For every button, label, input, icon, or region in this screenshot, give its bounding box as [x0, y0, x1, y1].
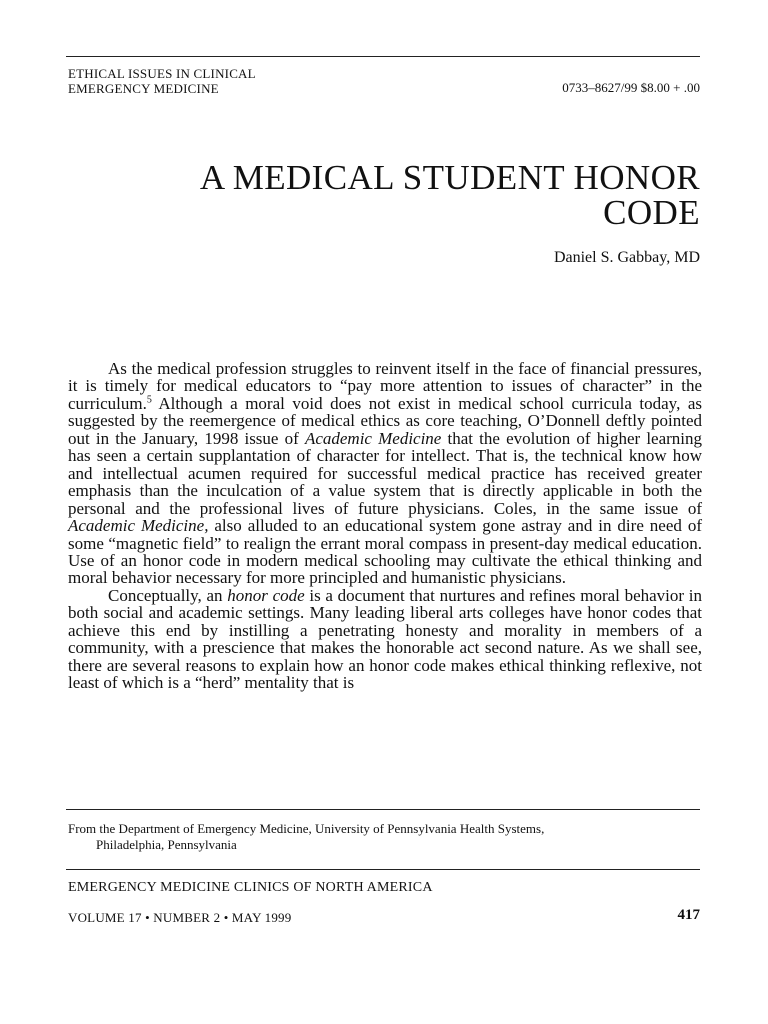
running-header	[68, 66, 256, 96]
paragraph-1	[68, 360, 702, 587]
journal-name-italic-1: Academic Medicine	[304, 428, 442, 448]
journal-name-italic-2: Academic Medicine,	[68, 516, 209, 536]
footnote-rule	[66, 809, 700, 810]
honor-code-italic: honor code	[227, 585, 305, 605]
p2-text-b: is a document that nurtures and refines moral behavior in both social and academic settings. Many leading liberal arts colleges have honor codes that achieve this end by instilling a penetrating honesty and morality in members of a community, with a prescience that makes the honorable act second nature. As we shall see, there are several reasons to explain how an honor code makes ethical thinking reflexive, not least of which is a “herd” mentality that is	[68, 585, 702, 693]
footer-rule	[66, 869, 700, 870]
p2-text-a: Conceptually, an	[108, 585, 228, 605]
p1-text-b: Although a moral void does not exist in medical school curricula today, as suggested by the reemergence of medical ethics as core teaching, O’Donnell deftly pointed out in the January, 1998 issue of	[68, 393, 702, 448]
p1-text-a: As the medical profession struggles to reinvent itself in the face of financial pressures, it is timely for medical educators to “pay more attention to issues of character” in the curriculum.	[68, 359, 702, 413]
p1-text-c: that the evolution of higher learning has seen a certain supplantation of character for intellect. That is, the technical know how and intellectual acumen required for successful medical practice has received greater emphasis than the inculcation of a value system that is directly applicable in both the personal and the professional lives of future physicians. Coles, in the same issue of	[68, 428, 703, 518]
volume-info: VOLUME 17 • NUMBER 2 • MAY 1999	[68, 910, 292, 925]
paragraph-2	[68, 587, 702, 692]
article-body	[68, 360, 702, 692]
affiliation-footnote	[68, 821, 708, 853]
title-line2: CODE	[603, 193, 700, 232]
title-line1: A MEDICAL STUDENT HONOR	[199, 158, 700, 197]
top-rule	[66, 56, 700, 57]
footnote-line2: Philadelphia, Pennsylvania	[96, 837, 237, 852]
p1-text-d: also alluded to an educational system gone astray and in dire need of some “magnetic field” to realign the errant moral compass in present-day medical education. Use of an honor code in modern medical schooling may cultivate the ethical thinking and moral behavior necessary for more principled and humanistic physicians.	[68, 516, 702, 588]
author-byline: Daniel S. Gabbay, MD	[553, 249, 700, 266]
citation-superscript: 5	[146, 394, 152, 406]
series-title-line1: ETHICAL ISSUES IN CLINICAL	[68, 66, 256, 81]
journal-title: EMERGENCY MEDICINE CLINICS OF NORTH AMERICA	[68, 880, 433, 895]
article-title	[120, 160, 700, 230]
page-number: 417	[677, 907, 700, 923]
article-code: 0733–8627/99 $8.00 + .00	[562, 80, 700, 95]
series-title-line2: EMERGENCY MEDICINE	[68, 81, 219, 96]
footnote-line1: From the Department of Emergency Medicine, University of Pennsylvania Health Systems,	[68, 821, 545, 836]
